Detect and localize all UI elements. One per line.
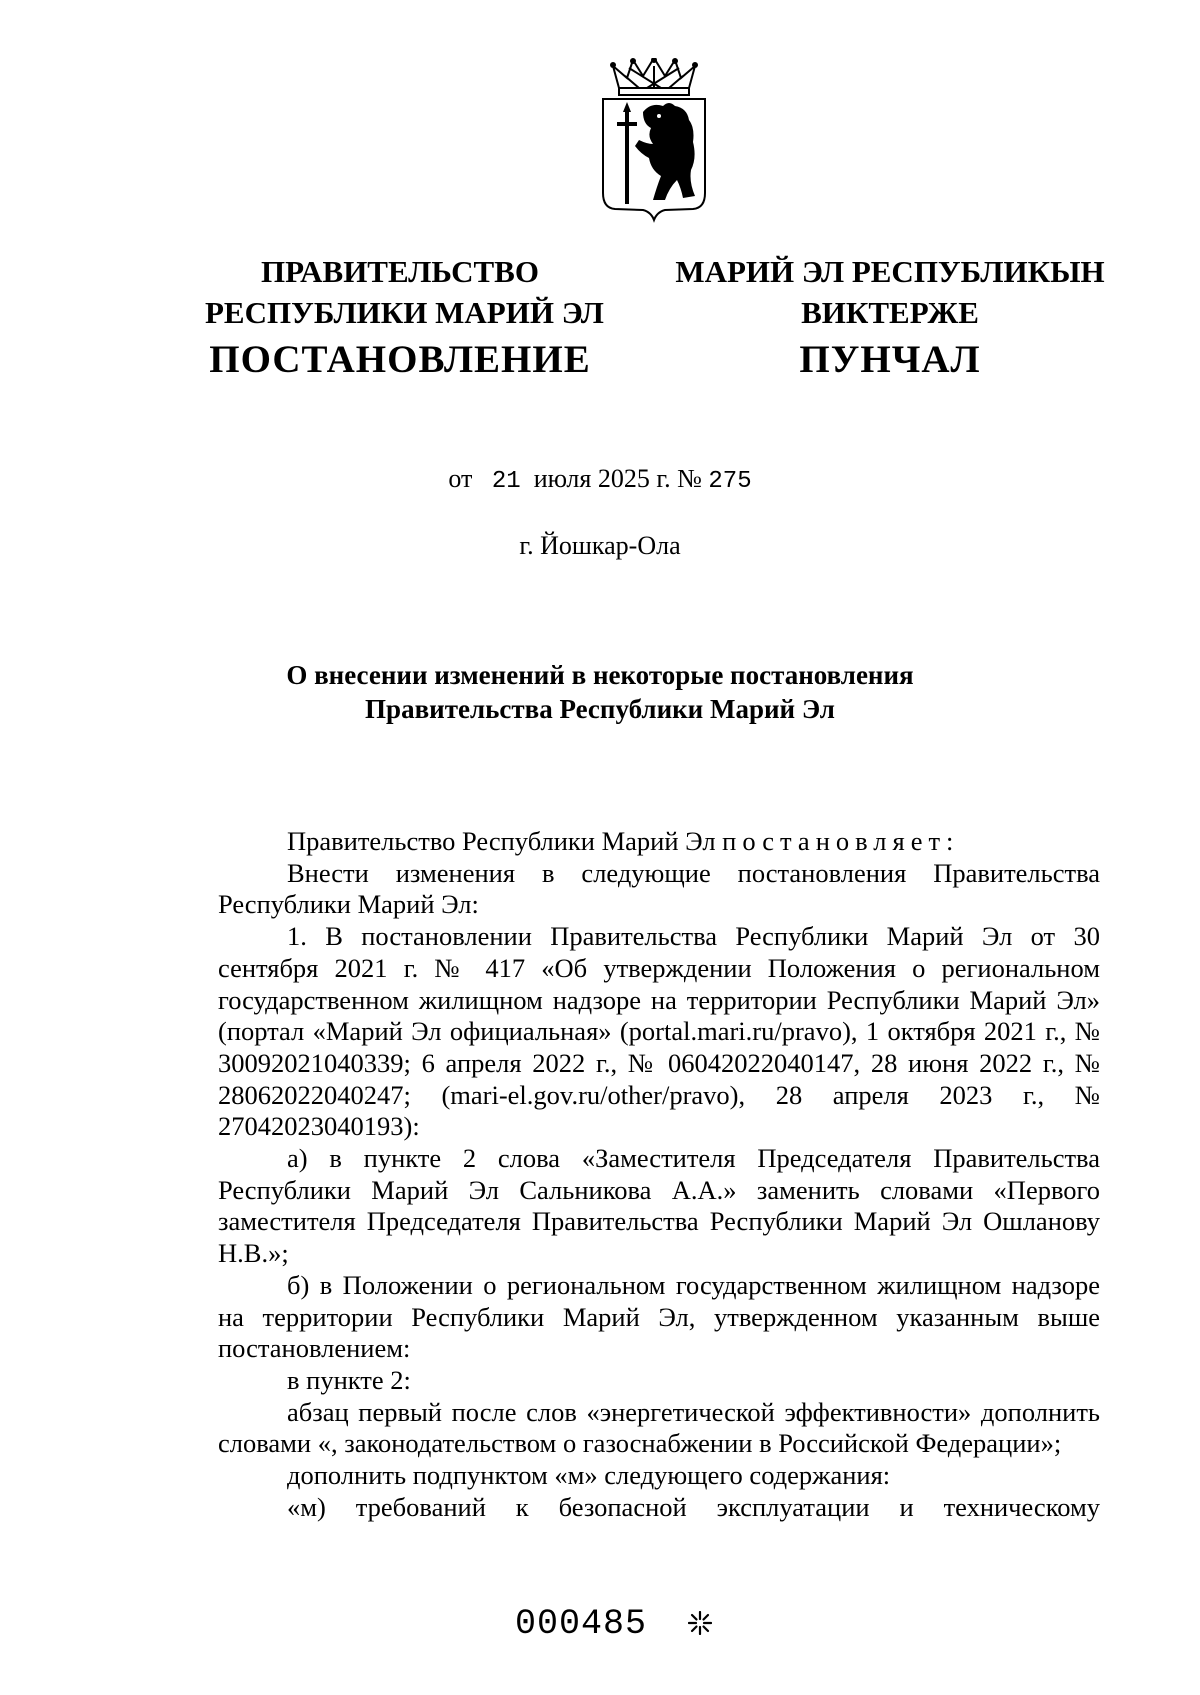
item-b-paragraph: б) в Положении о региональном государственном жилищном надзоре на территории Республики Марий Эл, утвержденном указанным выше постановлением: [218, 1269, 1100, 1364]
date-month-year: июля 2025 г. № [533, 464, 702, 493]
decree-prefix: Правительство Республики Марий Эл [287, 826, 716, 856]
header-left [205, 251, 604, 333]
decree-word: постановляет: [722, 826, 960, 856]
title-line1: О внесении изменений в некоторые постановления [286, 660, 914, 690]
paragraph-1-amendment: абзац первый после слов «энергетической эффективности» дополнить словами «, законодательством о газоснабжении в Российской Федерации»; [218, 1396, 1100, 1459]
document-body [218, 826, 1100, 1523]
header-left-line2: РЕСПУБЛИКИ МАРИЙ ЭЛ [205, 295, 604, 330]
form-counter: 000485 [515, 1604, 648, 1644]
date-day: 21 [491, 468, 521, 495]
header-left-line1: ПРАВИТЕЛЬСТВО [261, 254, 539, 289]
header-right [665, 251, 1115, 333]
item-a-paragraph: а) в пункте 2 слова «Заместителя Председателя Правительства Республики Марий Эл Сальникова А.А.» заменить словами «Первого заместителя Председателя Правительства Республики Марий Эл Ошланову Н.В.»; [218, 1143, 1100, 1269]
point-2-line: в пункте 2: [287, 1364, 411, 1395]
title-line2: Правительства Республики Марий Эл [365, 694, 835, 724]
header-right-line2: ВИКТЕРЖЕ [801, 295, 979, 330]
date-prefix: от [448, 464, 473, 493]
city: г. Йошкар-Ола [519, 531, 681, 560]
intro-paragraph: Внести изменения в следующие постановления Правительства Республики Марий Эл: [218, 857, 1100, 920]
header-right-line1: МАРИЙ ЭЛ РЕСПУБЛИКЫН [675, 254, 1105, 289]
decree-line [218, 826, 1100, 858]
date-number-line [0, 464, 1200, 495]
document-kind-right: ПУНЧАЛ [799, 338, 981, 381]
asterisk-mark-icon [688, 1611, 712, 1635]
document-number: 275 [708, 468, 752, 495]
add-subpoint-line: дополнить подпунктом «м» следующего содержания: [287, 1460, 891, 1491]
document-title [0, 658, 1200, 726]
document-kind-left: ПОСТАНОВЛЕНИЕ [209, 338, 591, 381]
item-1-paragraph: 1. В постановлении Правительства Республики Марий Эл от 30 сентября 2021 г. № 417 «Об утверждении Положения о региональном государственном жилищном надзоре на территории Республики Марий Эл» (портал «Марий Эл официальная» (portal.mari.ru/pravo), 1 октября 2021 г., № 30092021040339; 6 апреля 2022 г., № 06042022040147, 28 июня 2022 г., № 28062022040247; (mari-el.gov.ru/other/pravo), 28 апреля 2023 г., № 27042023040193): [218, 921, 1100, 1142]
subpoint-m-line: «м) требований к безопасной эксплуатации и техническому [287, 1491, 1100, 1522]
coat-of-arms-bear-icon [599, 58, 709, 230]
